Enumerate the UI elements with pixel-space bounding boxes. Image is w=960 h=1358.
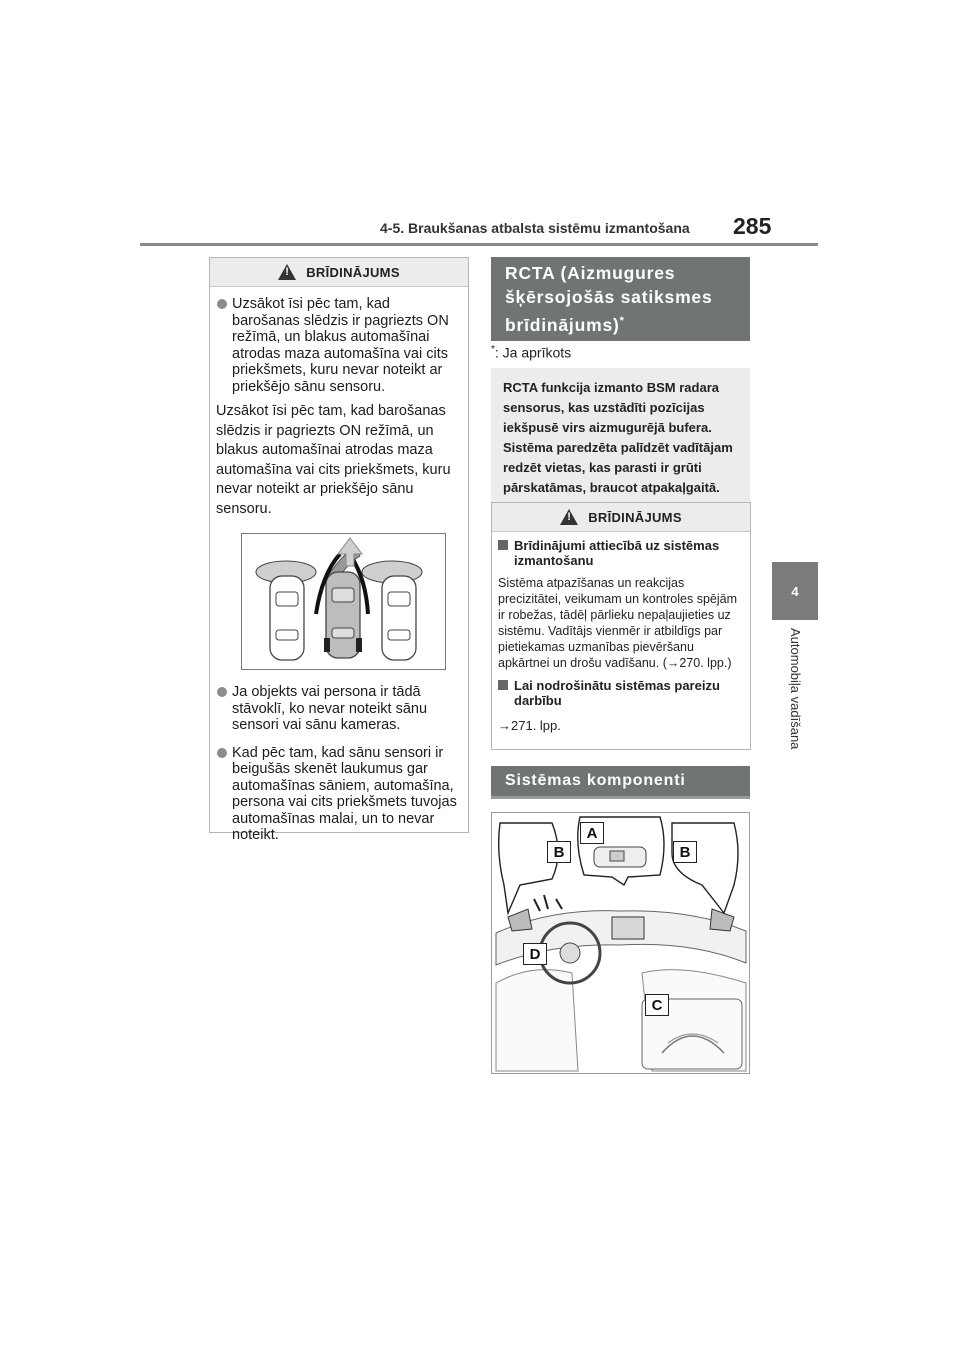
rcta-title-mark: * [619, 315, 625, 327]
subheading-2-text: Lai nodrošinātu sistēmas pareizu darbību [514, 678, 720, 708]
page-reference-link[interactable]: 271. lpp. [511, 718, 561, 733]
bullet-2-text: Ja objekts vai persona ir tādā stāvoklī, ko nevar noteikt sānu sensori vai sānu kameras. [232, 684, 428, 733]
warning-subheading-1 [498, 538, 740, 568]
paragraph-1-text: Sistēma atpazīšanas un reakcijas precizitātei, veikumam un kontroles spējām ir robežas, tādēļ pārlieku nepaļaujieties uz sistēmu. Vadītājs vienmēr ir atbildīgs par pietiekamas uzmanības pievēršanu apkārtnei un drošu vadīšanu. ( [498, 576, 737, 670]
warning-heading: BRĪDINĀJUMS [306, 264, 400, 280]
warning-bullet-2 [215, 684, 458, 734]
component-label-d: D [523, 943, 547, 965]
components-figure [491, 812, 750, 1074]
left-warning-box [209, 257, 469, 843]
page-number: 285 [733, 213, 772, 239]
chapter-tab: 4 [772, 562, 818, 620]
footnote-mark: * [491, 344, 495, 355]
warning-paragraph-2 [498, 718, 740, 733]
square-bullet-icon [498, 680, 508, 690]
warning-triangle-icon [278, 264, 296, 280]
ref-arrow: → [666, 656, 680, 670]
footnote-text: : Ja aprīkots [494, 344, 572, 361]
warning-heading: BRĪDINĀJUMS [588, 509, 682, 525]
chapter-label-text: Automobiļa vadīšana [788, 628, 803, 750]
rcta-intro-box: RCTA funkcija izmanto BSM radara sensorus, kas uzstādīti pozīcijas iekšpusē virs aizmugurējā bufera. Sistēma paredzēta palīdzēt vadītājam redzēt vietas, kas parasti ir grūti pārskatāmas, braucot atpakaļgaitā. [491, 368, 750, 508]
warning-bullet-1 [215, 296, 458, 395]
component-label-b-left: B [547, 841, 571, 863]
bullet-1-text: Uzsākot īsi pēc tam, kad barošanas slēdzis ir pagriezts ON režīmā, un blakus automašīnai atrodas maza automašīna vai cits priekšmets, kuru nevar noteikt ar priekšējo sānu sensoru. [232, 296, 449, 395]
component-label-c: C [645, 994, 669, 1016]
chapter-label [773, 628, 817, 778]
warning-paragraph: Uzsākot īsi pēc tam, kad barošanas slēdzis ir pagriezts ON režīmā, un blakus automašīnai atrodas maza automašīna vai cits priekšmets, kuru nevar noteikt ar priekšējo sānu sensoru. [216, 403, 451, 517]
rcta-footnote [491, 344, 571, 361]
right-warning-box [491, 502, 751, 750]
parking-cars-illustration [242, 534, 445, 669]
warning-subheading-2 [498, 678, 740, 708]
component-label-b-right: B [673, 841, 697, 863]
rcta-section-title [491, 257, 750, 341]
rcta-title-text: RCTA (Aizmugures šķērsojošās satiksmes brīdinājums) [505, 263, 713, 335]
square-bullet-icon [498, 540, 508, 550]
warning-header [210, 258, 468, 287]
component-label-a: A [580, 822, 604, 844]
bullet-3-text: Kad pēc tam, kad sānu sensori ir beigušās skenēt laukumus gar automašīnas sāniem, automašīna, persona vai cits priekšmets tuvojas automašīnas malai, un to nevar noteikt. [232, 744, 457, 843]
warning-header [492, 503, 750, 532]
header-rule [140, 243, 818, 246]
warning-bullet-3 [215, 745, 458, 844]
warning-triangle-icon [560, 509, 578, 525]
section-header-title: 4-5. Braukšanas atbalsta sistēmu izmantošana [380, 220, 690, 236]
components-section-title: Sistēmas komponenti [491, 766, 750, 799]
page-reference-link[interactable]: 270. lpp.) [679, 656, 732, 670]
side-sensor-figure [241, 533, 446, 670]
ref-arrow: → [498, 718, 511, 733]
subheading-1-text: Brīdinājumi attiecībā uz sistēmas izmantošanu [514, 538, 720, 568]
warning-paragraph-1 [498, 575, 740, 671]
bullet-dot-icon [217, 299, 227, 309]
bullet-dot-icon [217, 687, 227, 697]
bullet-dot-icon [217, 748, 227, 758]
